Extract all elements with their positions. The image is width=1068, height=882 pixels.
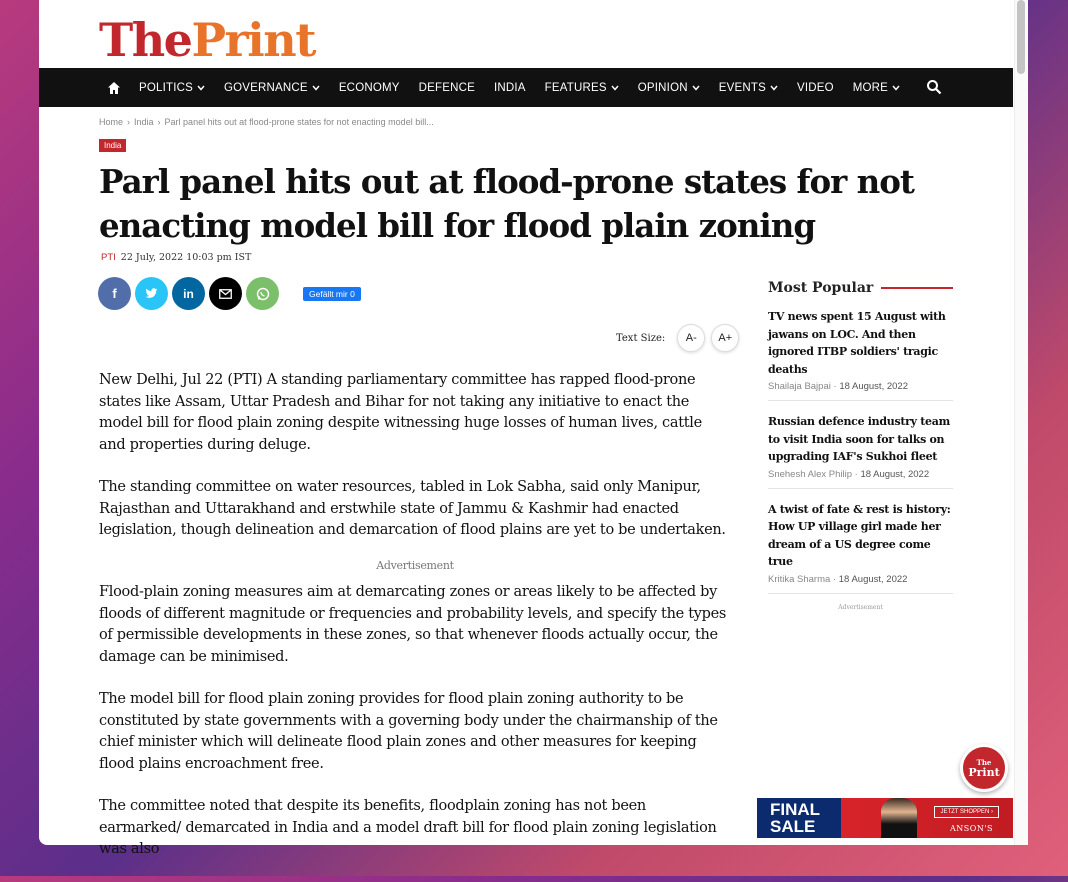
heading-divider	[881, 287, 953, 289]
search-icon[interactable]	[926, 79, 942, 95]
list-item[interactable]	[768, 296, 953, 401]
nav-item-label: INDIA	[494, 81, 526, 94]
chevron-down-icon	[892, 85, 900, 91]
sidebar-advertisement-label: Advertisement	[838, 604, 883, 611]
text-size-controls	[616, 324, 739, 352]
list-item[interactable]	[768, 489, 953, 594]
banner-sale-text	[757, 798, 841, 838]
nav-item-more[interactable]	[853, 82, 900, 94]
breadcrumb-section[interactable]: India	[134, 117, 154, 127]
text-size-label: Text Size:	[616, 332, 666, 344]
nav-item-label: MORE	[852, 81, 889, 94]
article-paragraph: The standing committee on water resources, tabled in Lok Sabha, said only Manipur, Rajasthan and Uttarakhand and erstwhile state of Jammu & Kashmir had enacted legislation, though delineation and demarcation of flood plains are yet to be undertaken.	[99, 479, 726, 538]
nav-item-governance[interactable]	[224, 82, 320, 94]
byline-date: 22 July, 2022 10:03 pm IST	[120, 252, 252, 263]
email-icon	[219, 289, 232, 299]
banner-shop-button[interactable]: JETZT SHOPPEN ›	[934, 806, 999, 818]
popular-article-title[interactable]: Russian defence industry team to visit India soon for talks on upgrading IAF's Sukhoi fleet	[768, 415, 950, 463]
theprint-floating-badge[interactable]	[960, 744, 1008, 792]
nav-item-features[interactable]	[545, 82, 619, 94]
site-logo[interactable]	[99, 14, 315, 66]
article-body	[99, 370, 731, 882]
facebook-like-button[interactable]: Gefällt mir 0	[303, 287, 361, 301]
most-popular-sidebar	[768, 280, 953, 594]
chevron-down-icon	[312, 85, 320, 91]
chevron-down-icon	[692, 85, 700, 91]
share-buttons	[98, 277, 361, 310]
nav-item-label: ECONOMY	[338, 81, 400, 94]
article-paragraph: New Delhi, Jul 22 (PTI) A standing parliamentary committee has rapped flood-prone states like Assam, Uttar Pradesh and Bihar for not taking any initiative to enact the model bill for flood plain zoning despite witnessing huge losses of human lives, cattle and properties during deluge.	[99, 372, 702, 453]
chevron-down-icon	[611, 85, 619, 91]
nav-item-politics[interactable]	[139, 82, 205, 94]
breadcrumb-separator: ›	[157, 117, 161, 127]
scrollbar-thumb[interactable]	[1017, 0, 1025, 74]
popular-article-author[interactable]: Snehesh Alex Philip	[768, 468, 852, 480]
main-nav	[39, 68, 1013, 107]
nav-item-economy[interactable]	[339, 82, 400, 94]
whatsapp-share-button[interactable]	[246, 277, 279, 310]
nav-item-events[interactable]	[719, 82, 778, 94]
popular-article-title[interactable]: TV news spent 15 August with jawans on LOC. And then ignored ITBP soldiers' tragic deaths	[768, 310, 946, 376]
chevron-down-icon	[770, 85, 778, 91]
badge-print: Print	[968, 766, 1000, 779]
scrollbar-track[interactable]	[1014, 0, 1028, 845]
popular-article-title[interactable]: A twist of fate & rest is history: How UP village girl made her dream of a US degree come true	[768, 502, 951, 568]
logo-the: The	[99, 13, 192, 67]
popular-article-author[interactable]: Kritika Sharma	[768, 573, 831, 585]
banner-line1: FINAL	[770, 800, 821, 819]
facebook-icon: f	[112, 286, 117, 301]
byline-author[interactable]: PTI	[101, 252, 116, 263]
logo-print: Print	[191, 13, 315, 67]
category-badge[interactable]: India	[99, 139, 126, 152]
home-icon[interactable]	[107, 81, 121, 95]
nav-item-label: DEFENCE	[418, 81, 475, 94]
most-popular-heading	[768, 280, 953, 296]
nav-item-label: VIDEO	[796, 81, 834, 94]
breadcrumb-separator: ›	[127, 117, 131, 127]
banner-advertisement[interactable]	[757, 798, 1013, 838]
linkedin-icon: in	[183, 286, 194, 301]
text-size-increase-button[interactable]: A+	[711, 324, 739, 352]
article-headline: Parl panel hits out at flood-prone states for not enacting model bill for flood plain zoning	[99, 162, 914, 245]
nav-item-label: POLITICS	[139, 81, 194, 94]
advertisement-label: Advertisement	[376, 558, 454, 572]
text-size-decrease-button[interactable]: A-	[677, 324, 705, 352]
banner-line2: SALE	[770, 817, 816, 836]
banner-image-area	[841, 798, 1013, 838]
nav-item-defence[interactable]	[419, 82, 475, 94]
article-paragraph: Flood-plain zoning measures aim at demarcating zones or areas likely to be affected by floods of different magnitude or frequencies and probability levels, and specify the types of permissible developments in these zones, so that whenever floods actually occur, the damage can be minimised.	[99, 584, 727, 665]
popular-article-date: 18 August, 2022	[838, 573, 908, 585]
popular-article-meta: Shailaja Bajpai · 18 August, 2022	[768, 381, 908, 392]
nav-item-video[interactable]	[797, 82, 834, 94]
byline	[101, 252, 251, 263]
nav-item-india[interactable]	[494, 82, 526, 94]
article-paragraph: The committee noted that despite its benefits, floodplain zoning has not been earmarked/ demarcated in India and a model draft bill for flood plain zoning legislation was also	[99, 798, 717, 857]
twitter-share-button[interactable]	[135, 277, 168, 310]
breadcrumb	[99, 117, 434, 127]
most-popular-title: Most Popular	[768, 280, 874, 296]
list-item[interactable]	[768, 401, 953, 489]
email-share-button[interactable]	[209, 277, 242, 310]
nav-item-label: GOVERNANCE	[224, 81, 308, 94]
popular-article-date: 18 August, 2022	[860, 468, 930, 480]
nav-item-label: EVENTS	[718, 81, 766, 94]
banner-brand: ANSON'S	[950, 824, 993, 833]
popular-article-meta: Snehesh Alex Philip · 18 August, 2022	[768, 468, 930, 480]
nav-item-label: FEATURES	[544, 81, 607, 94]
article-paragraph: The model bill for flood plain zoning provides for flood plain zoning authority to be constituted by state governments with a governing body under the chairmanship of the chief minister which will delineate flood plain zones and other measures for keeping flood plains encroachment free.	[99, 691, 718, 772]
linkedin-share-button[interactable]	[172, 277, 205, 310]
whatsapp-icon	[256, 287, 270, 301]
popular-article-date: 18 August, 2022	[839, 381, 908, 392]
chevron-down-icon	[197, 85, 205, 91]
popular-article-author[interactable]: Shailaja Bajpai	[768, 381, 831, 392]
breadcrumb-current: Parl panel hits out at flood-prone states for not enacting model bill...	[164, 117, 434, 127]
banner-model-image	[881, 798, 917, 838]
twitter-icon	[145, 288, 158, 299]
badge-the: The	[976, 758, 992, 767]
nav-item-opinion[interactable]	[638, 82, 700, 94]
facebook-share-button[interactable]	[98, 277, 131, 310]
nav-item-label: OPINION	[637, 81, 688, 94]
popular-article-meta: Kritika Sharma · 18 August, 2022	[768, 573, 908, 585]
breadcrumb-home[interactable]: Home	[99, 117, 124, 127]
browser-window	[39, 0, 1028, 857]
